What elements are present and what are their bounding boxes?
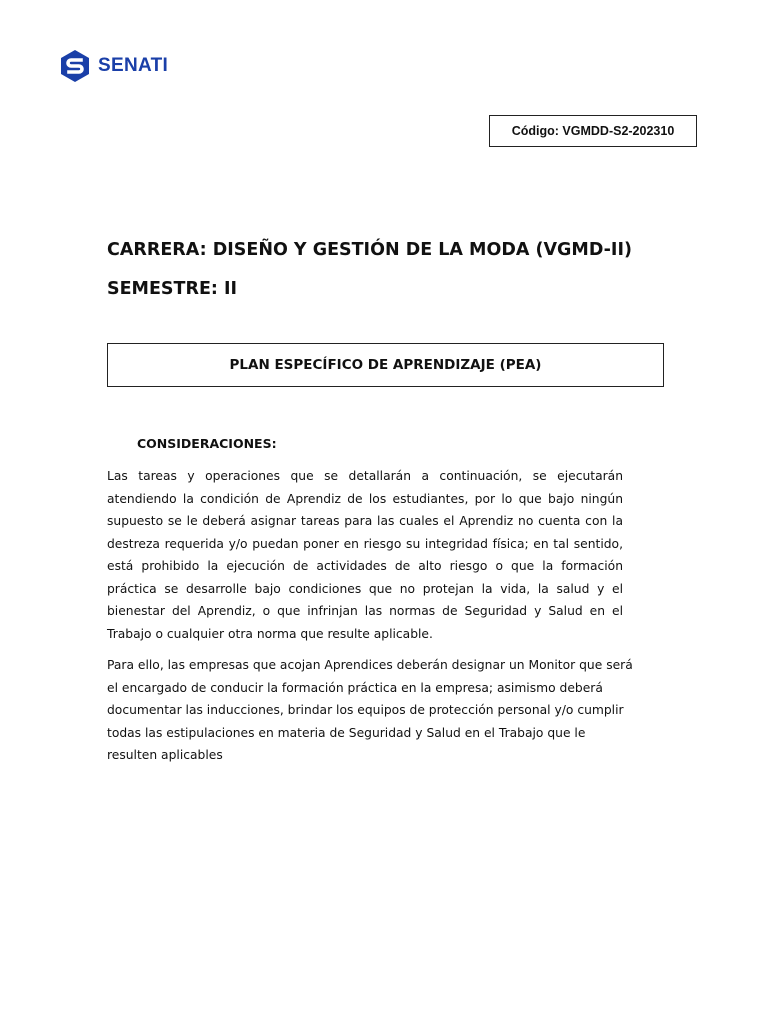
semester-title: SEMESTRE: II xyxy=(107,279,238,299)
senati-logo xyxy=(58,48,168,84)
logo-text: SENATI xyxy=(98,55,169,76)
considerations-heading: CONSIDERACIONES: xyxy=(137,436,277,451)
career-title: CARRERA: DISEÑO Y GESTIÓN DE LA MODA (VGMD-II) xyxy=(107,240,632,260)
document-code: Código: VGMDD-S2-202310 xyxy=(489,115,697,147)
considerations-paragraph-1: Las tareas y operaciones que se detallarán a continuación, se ejecutarán atendiendo la condición de Aprendiz de los estudiantes, por lo que bajo ningún supuesto se le deberá asignar tareas para las cuales el Aprendiz no cuenta con la destreza requerida y/o puedan poner en riesgo su integridad física; en tal sentido, está prohibido la ejecución de actividades de alto riesgo o que la formación práctica se desarrolle bajo condiciones que no protejan la vida, la salud y el bienestar del Aprendiz, o que infrinjan las normas de Seguridad y Salud en el Trabajo o cualquier otra norma que resulte aplicable. xyxy=(107,469,623,641)
plan-title: PLAN ESPECÍFICO DE APRENDIZAJE (PEA) xyxy=(107,343,664,387)
senati-emblem-icon xyxy=(58,49,92,83)
considerations-paragraph-2: Para ello, las empresas que acojan Aprendices deberán designar un Monitor que será el encargado de conducir la formación práctica en la empresa; asimismo deberá documentar las inducciones, brindar los equipos de protección personal y/o cumplir todas las estipulaciones en materia de Seguridad y Salud en el Trabajo que le resulten aplicables xyxy=(107,658,633,762)
